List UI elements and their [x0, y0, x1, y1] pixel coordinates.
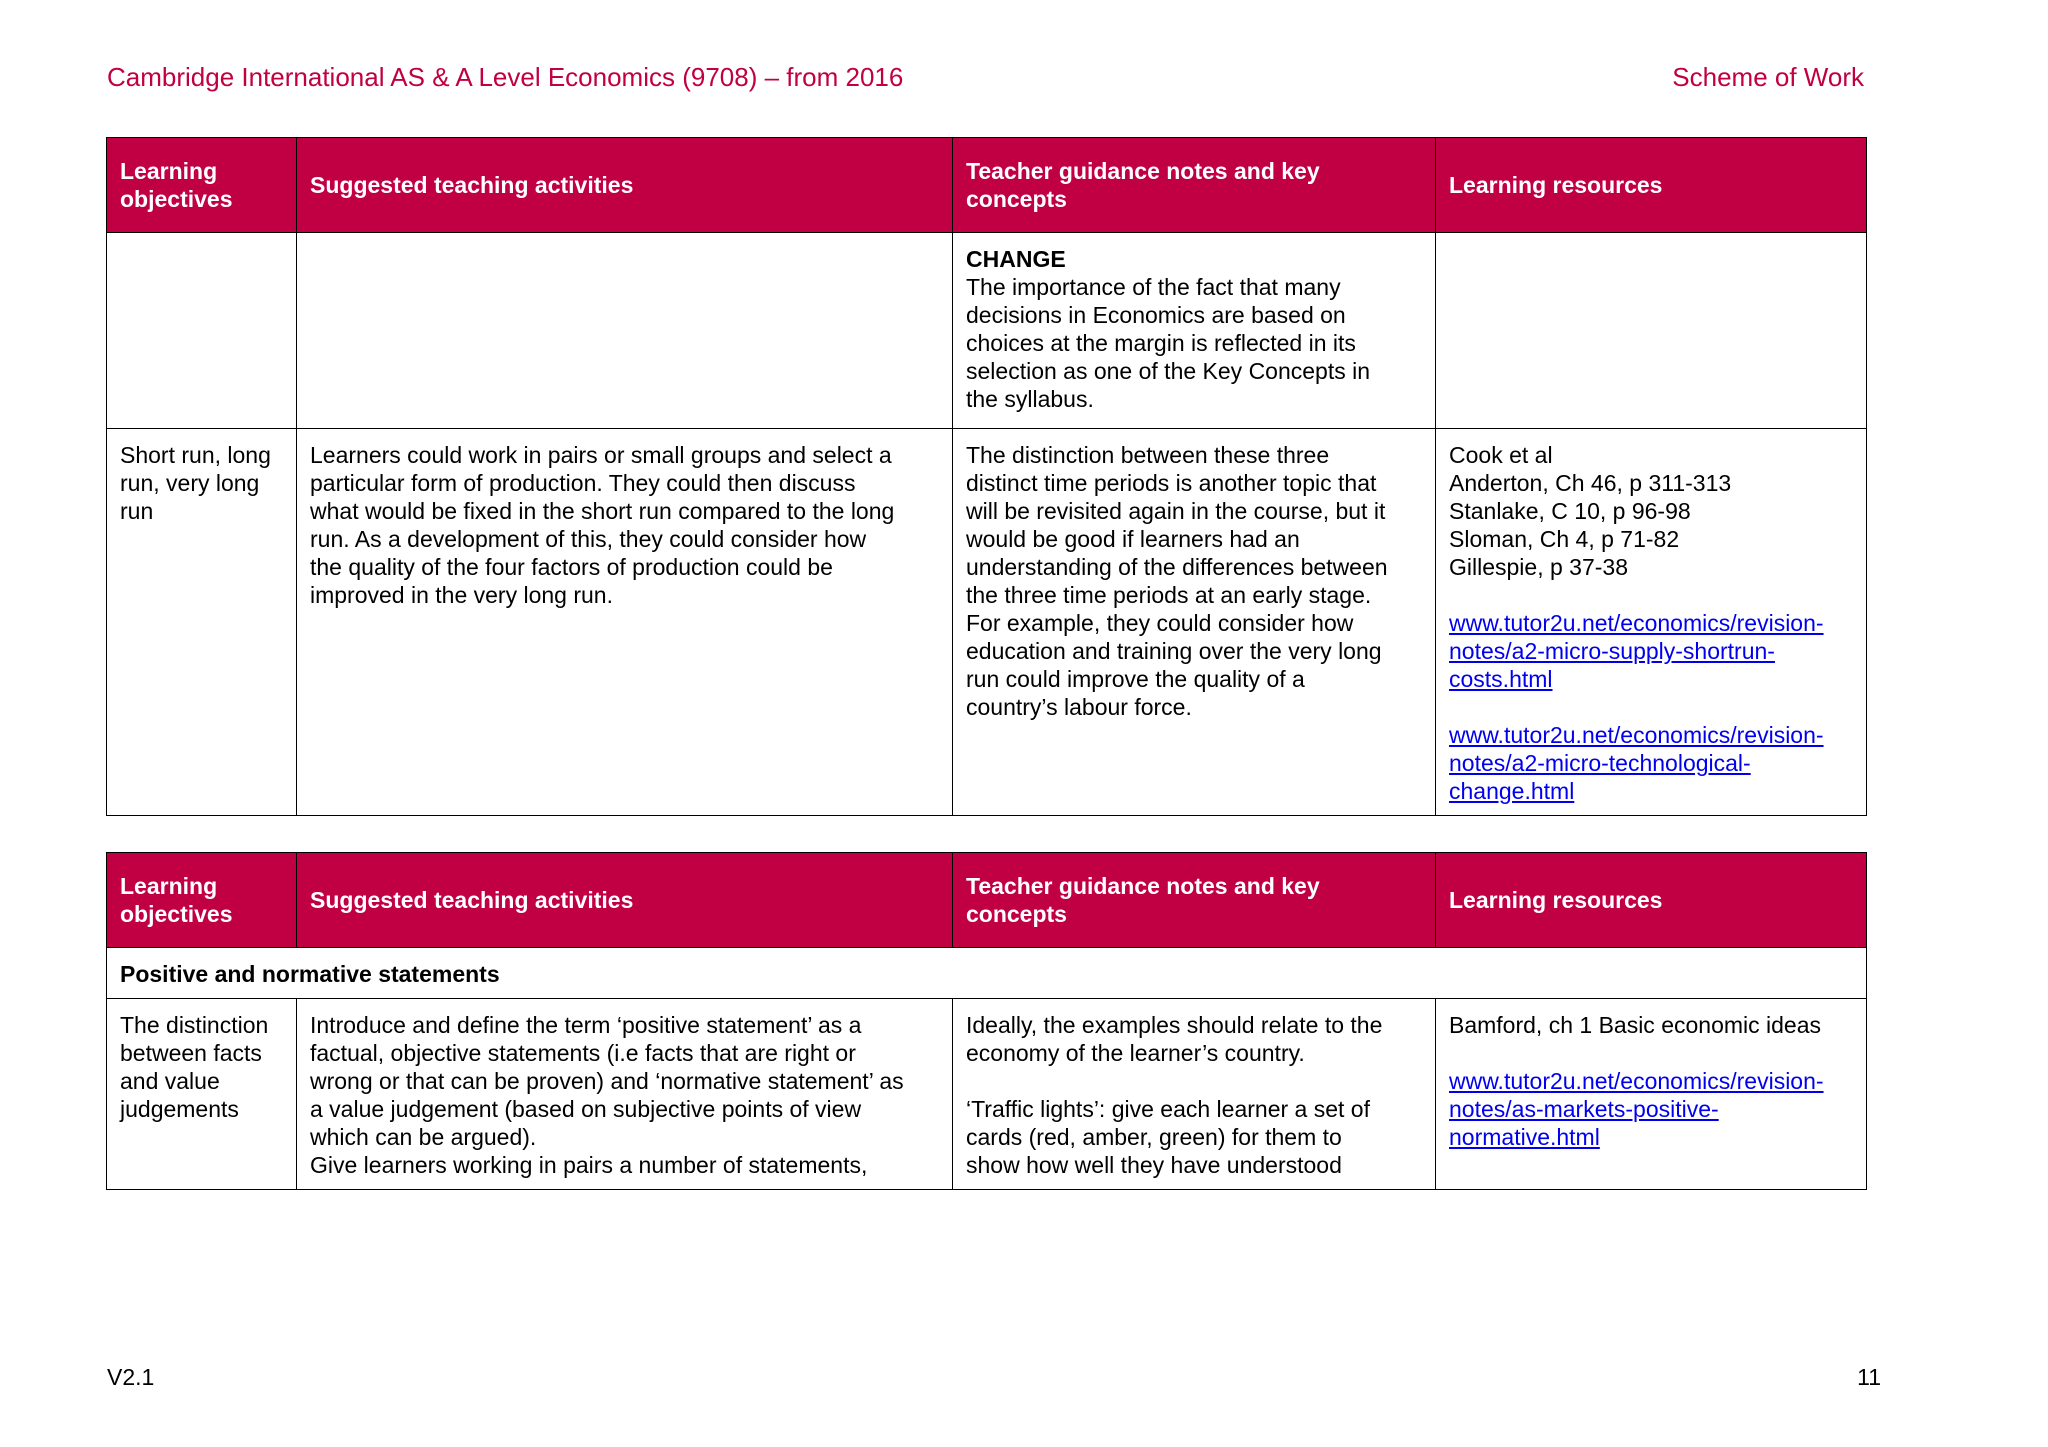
activity-line: Introduce and define the term ‘positive statement’ as a	[310, 1012, 862, 1038]
resources-cell	[1436, 999, 1867, 1190]
resource-line: Sloman, Ch 4, p 71-82	[1449, 526, 1680, 552]
guidance-line: The importance of the fact that many	[966, 274, 1341, 300]
resource-line: Anderton, Ch 46, p 311-313	[1449, 470, 1732, 496]
objective-cell	[107, 233, 297, 429]
activity-cell	[297, 999, 953, 1190]
activity-line: the quality of the four factors of production could be	[310, 554, 833, 580]
link-line: notes/a2-micro-technological-	[1449, 750, 1751, 776]
guidance-line: the syllabus.	[966, 386, 1094, 412]
objective-line: Short run, long	[120, 442, 271, 468]
activity-line: what would be fixed in the short run compared to the long	[310, 498, 895, 524]
table-row	[107, 429, 1867, 816]
objective-cell	[107, 429, 297, 816]
page-number: 11	[1857, 1364, 1881, 1390]
header-guidance-notes: Teacher guidance notes and key concepts	[953, 853, 1436, 948]
guidance-line: would be good if learners had an	[966, 526, 1300, 552]
resource-line: Bamford, ch 1 Basic economic ideas	[1449, 1012, 1822, 1038]
objective-cell	[107, 999, 297, 1190]
resource-link-shortrun-costs[interactable]	[1449, 609, 1854, 693]
link-line: notes/a2-micro-supply-shortrun-	[1449, 638, 1775, 664]
resource-link-positive-normative[interactable]	[1449, 1067, 1854, 1151]
version-label: V2.1	[107, 1364, 155, 1390]
activity-line: which can be argued).	[310, 1124, 537, 1150]
activity-cell	[297, 429, 953, 816]
guidance-cell	[953, 233, 1436, 429]
table-row	[107, 233, 1867, 429]
objective-line: run, very long	[120, 470, 260, 496]
guidance-cell	[953, 429, 1436, 816]
activity-line: improved in the very long run.	[310, 582, 613, 608]
activity-line: particular form of production. They could then discuss	[310, 470, 856, 496]
activity-line: a value judgement (based on subjective points of view	[310, 1096, 862, 1122]
section-heading: Positive and normative statements	[107, 948, 1867, 999]
resource-line: Stanlake, C 10, p 96-98	[1449, 498, 1691, 524]
link-line: costs.html	[1449, 666, 1553, 692]
scheme-table-2	[106, 852, 1867, 1190]
header-learning-resources: Learning resources	[1436, 853, 1867, 948]
objective-line: run	[120, 498, 154, 524]
guidance-line: education and training over the very long	[966, 638, 1382, 664]
table-row	[107, 999, 1867, 1190]
section-row	[107, 948, 1867, 999]
guidance-line: cards (red, amber, green) for them to	[966, 1124, 1342, 1150]
document-type-label: Scheme of Work	[1672, 62, 1864, 92]
table-header-row	[107, 138, 1867, 233]
activity-line: wrong or that can be proven) and ‘normative statement’ as	[310, 1068, 904, 1094]
guidance-line: distinct time periods is another topic that	[966, 470, 1377, 496]
guidance-line: The distinction between these three	[966, 442, 1330, 468]
link-line: notes/as-markets-positive-	[1449, 1096, 1719, 1122]
key-concept-heading: CHANGE	[966, 246, 1066, 272]
document-title: Cambridge International AS & A Level Economics (9708) – from 2016	[107, 62, 904, 92]
guidance-line: choices at the margin is reflected in its	[966, 330, 1356, 356]
activity-line: Learners could work in pairs or small groups and select a	[310, 442, 892, 468]
link-line: change.html	[1449, 778, 1575, 804]
guidance-line: For example, they could consider how	[966, 610, 1354, 636]
link-line: www.tutor2u.net/economics/revision-	[1449, 722, 1824, 748]
header-learning-objectives: Learning objectives	[107, 853, 297, 948]
header-teaching-activities: Suggested teaching activities	[297, 853, 953, 948]
guidance-line: Ideally, the examples should relate to the	[966, 1012, 1383, 1038]
guidance-line: country’s labour force.	[966, 694, 1192, 720]
objective-line: and value	[120, 1068, 220, 1094]
resource-link-technological-change[interactable]	[1449, 721, 1854, 805]
guidance-line: decisions in Economics are based on	[966, 302, 1346, 328]
link-line: normative.html	[1449, 1124, 1600, 1150]
guidance-line: economy of the learner’s country.	[966, 1040, 1305, 1066]
objective-line: The distinction	[120, 1012, 269, 1038]
scheme-table-1	[106, 137, 1867, 816]
guidance-line: show how well they have understood	[966, 1152, 1342, 1178]
header-guidance-notes: Teacher guidance notes and key concepts	[953, 138, 1436, 233]
header-learning-resources: Learning resources	[1436, 138, 1867, 233]
link-line: www.tutor2u.net/economics/revision-	[1449, 1068, 1824, 1094]
activity-line: run. As a development of this, they could consider how	[310, 526, 867, 552]
guidance-line: understanding of the differences between	[966, 554, 1388, 580]
header-teaching-activities: Suggested teaching activities	[297, 138, 953, 233]
resource-line: Cook et al	[1449, 442, 1553, 468]
activity-line: factual, objective statements (i.e facts that are right or	[310, 1040, 856, 1066]
guidance-line: selection as one of the Key Concepts in	[966, 358, 1371, 384]
resources-cell	[1436, 233, 1867, 429]
guidance-line: run could improve the quality of a	[966, 666, 1305, 692]
link-line: www.tutor2u.net/economics/revision-	[1449, 610, 1824, 636]
guidance-line: the three time periods at an early stage.	[966, 582, 1372, 608]
resources-cell	[1436, 429, 1867, 816]
activity-line: Give learners working in pairs a number of statements,	[310, 1152, 868, 1178]
resource-line: Gillespie, p 37-38	[1449, 554, 1628, 580]
guidance-line: will be revisited again in the course, but it	[966, 498, 1386, 524]
header-learning-objectives: Learning objectives	[107, 138, 297, 233]
guidance-cell	[953, 999, 1436, 1190]
objective-line: judgements	[120, 1096, 239, 1122]
guidance-line: ‘Traffic lights’: give each learner a set of	[966, 1096, 1370, 1122]
objective-line: between facts	[120, 1040, 262, 1066]
table-header-row	[107, 853, 1867, 948]
activity-cell	[297, 233, 953, 429]
